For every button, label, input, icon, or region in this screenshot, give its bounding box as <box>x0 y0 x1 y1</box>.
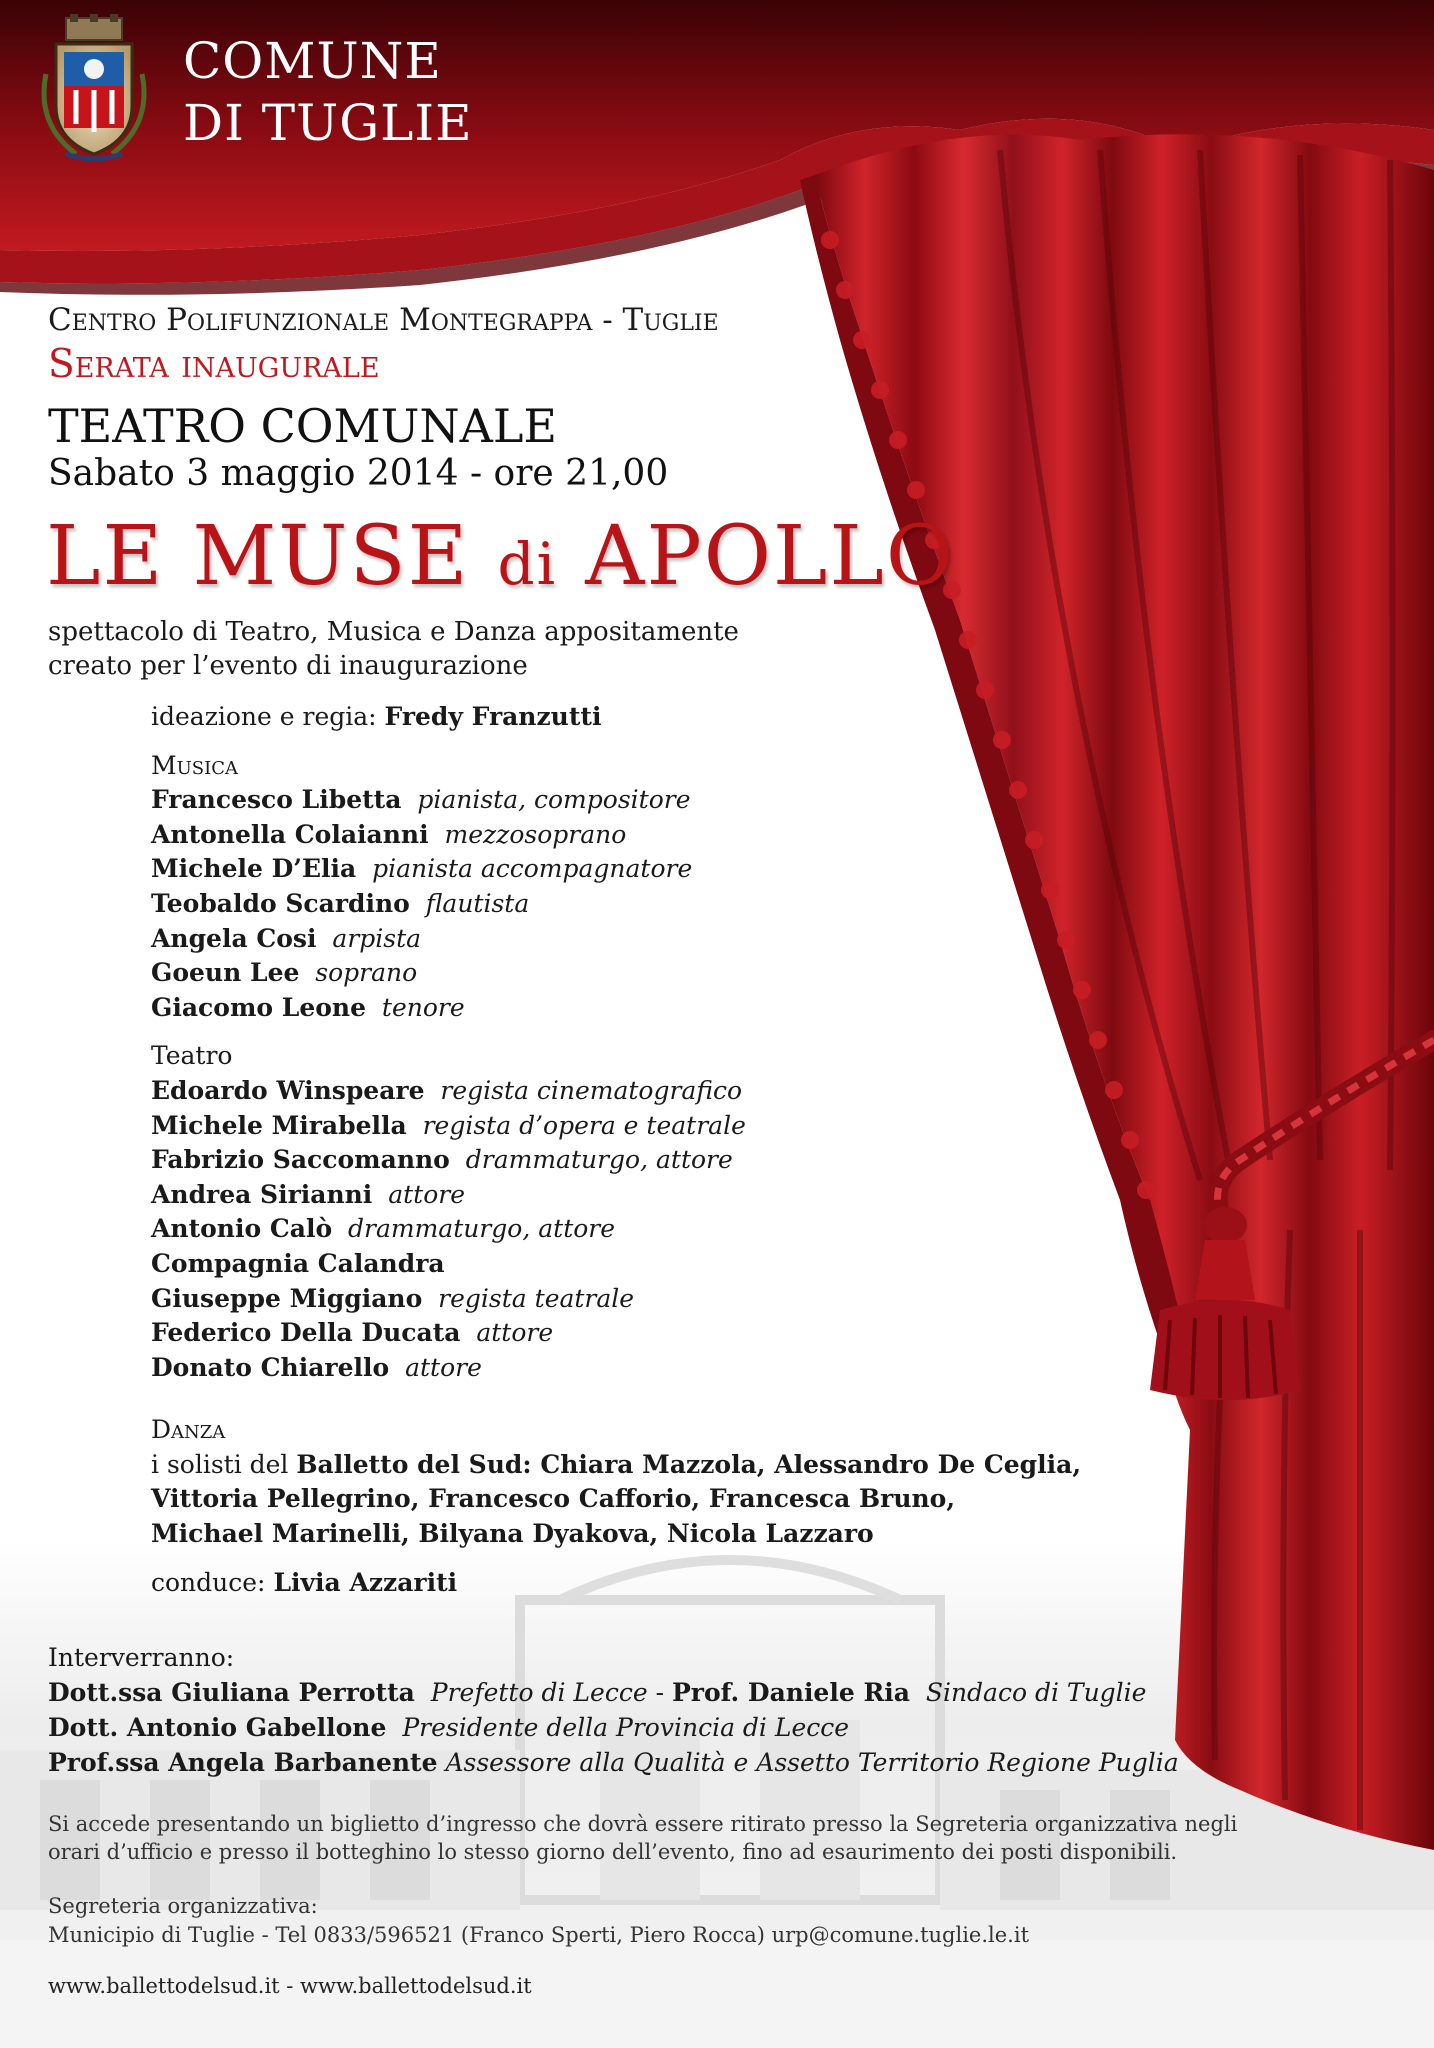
cast-member <box>151 1143 1051 1178</box>
danza-heading: Danza <box>151 1415 226 1445</box>
event-date: Sabato 3 maggio 2014 - ore 21,00 <box>48 453 669 494</box>
municipal-crest <box>36 14 152 162</box>
cast-member <box>151 1316 1051 1351</box>
cast-member-role: regista cinematografico <box>440 1075 743 1105</box>
contact-label: Segreteria organizzativa: <box>48 1894 318 1918</box>
header-line-2: DI TUGLIE <box>183 94 473 152</box>
cast-member-role: attore <box>476 1318 554 1348</box>
cast-member <box>151 852 1051 887</box>
cast-member <box>151 922 1051 957</box>
cast-member-role: flautista <box>425 888 530 918</box>
cast-member-name: Donato Chiarello <box>151 1352 390 1382</box>
cast-member-name: Edoardo Winspeare <box>151 1075 425 1105</box>
cast-member-name: Goeun Lee <box>151 958 300 988</box>
danza-names-1: : Chiara Mazzola, Alessandro De Ceglia, <box>522 1449 1082 1479</box>
cast-member-name: Fabrizio Saccomanno <box>151 1145 450 1175</box>
header-line-1: COMUNE <box>183 32 442 90</box>
cast-member-role: tenore <box>381 992 465 1022</box>
cast-member-role: attore <box>405 1352 482 1382</box>
cast-member <box>151 956 1051 991</box>
guests-block <box>48 1640 1198 1780</box>
danza-company: Balletto del Sud <box>296 1449 523 1479</box>
guest-2-role: Sindaco di Tuglie <box>925 1678 1147 1707</box>
host-label: conduce: <box>151 1567 274 1597</box>
cast-member-role: mezzosoprano <box>444 819 627 849</box>
teatro-heading: TEATRO COMUNALE <box>48 399 557 453</box>
serata-label: Serata inaugurale <box>48 342 380 387</box>
guest-line-3 <box>48 1745 1198 1780</box>
cast-member-name: Francesco Libetta <box>151 785 402 815</box>
cast-member-name: Andrea Sirianni <box>151 1179 373 1209</box>
title-part-2: di <box>497 530 558 598</box>
cast-member <box>151 1247 1051 1282</box>
teatro-section-heading: Teatro <box>151 1041 233 1071</box>
guest-1-role: Prefetto di Lecce <box>430 1678 648 1707</box>
event-subtitle: spettacolo di Teatro, Musica e Danza appositamente creato per l’evento di inaugurazione <box>48 617 739 681</box>
event-header <box>48 300 1048 683</box>
cast-member-name: Angela Cosi <box>151 923 317 953</box>
contact-info <box>48 1892 1248 1950</box>
musica-list <box>151 783 1051 1025</box>
danza-intro: i solisti del <box>151 1449 297 1479</box>
director-name: Fredy Franzutti <box>384 702 602 731</box>
cast-member-role: drammaturgo, attore <box>348 1214 616 1244</box>
guests-heading: Interverranno: <box>48 1643 235 1672</box>
guest-line-2 <box>48 1710 1198 1745</box>
cast-member <box>151 1282 1051 1317</box>
guest-1-name: Dott.ssa Giuliana Perrotta <box>48 1678 415 1707</box>
cast-member-name: Michele D’Elia <box>151 854 357 884</box>
cast-member <box>151 818 1051 853</box>
contact-details: Municipio di Tuglie - Tel 0833/596521 (Franco Sperti, Piero Rocca) urp@comune.tuglie.le.it <box>48 1923 1030 1947</box>
municipality-name <box>183 30 473 154</box>
cast-member-role: arpista <box>332 923 422 953</box>
guest-separator: - <box>647 1678 672 1707</box>
cast-member-name: Michele Mirabella <box>151 1110 407 1140</box>
danza-line-2: Vittoria Pellegrino, Francesco Cafforio, Francesca Bruno, <box>151 1484 956 1514</box>
cast-member <box>151 1074 1051 1109</box>
cast-member-name: Giuseppe Miggiano <box>151 1283 423 1313</box>
host-line <box>151 1566 1051 1601</box>
guest-2-name: Prof. Daniele Ria <box>671 1678 910 1707</box>
direction-line <box>151 700 1051 735</box>
cast-member-role: soprano <box>315 958 418 988</box>
cast-list <box>151 700 1082 1600</box>
cast-member-role: drammaturgo, attore <box>465 1145 733 1175</box>
cast-member-role: attore <box>388 1179 466 1209</box>
cast-member-name: Antonella Colaianni <box>151 819 429 849</box>
musica-heading: Musica <box>151 750 238 780</box>
cast-member <box>151 1109 1051 1144</box>
venue: Centro Polifunzionale Montegrappa - Tuglie <box>48 302 719 338</box>
title-part-3: APOLLO <box>557 509 956 604</box>
guest-line-1 <box>48 1675 1198 1710</box>
cast-member <box>151 887 1051 922</box>
guest-3-name: Dott. Antonio Gabellone <box>48 1713 387 1742</box>
host-name: Livia Azzariti <box>273 1567 458 1597</box>
websites: www.ballettodelsud.it - www.ballettodelsud.it <box>48 1974 532 1998</box>
danza-line-3: Michael Marinelli, Bilyana Dyakova, Nicola Lazzaro <box>151 1519 874 1549</box>
cast-member <box>151 1178 1051 1213</box>
cast-member <box>151 1212 1051 1247</box>
cast-member <box>151 1351 1051 1386</box>
event-title <box>46 510 1048 611</box>
access-info <box>48 1810 1248 1866</box>
cast-member-role: regista d’opera e teatrale <box>422 1110 746 1140</box>
title-part-1: LE MUSE <box>46 509 498 604</box>
guest-3-role: Presidente della Provincia di Lecce <box>402 1713 850 1742</box>
guest-4-name: Prof.ssa Angela Barbanente <box>48 1748 438 1777</box>
cast-member-name: Antonio Calò <box>151 1214 333 1244</box>
cast-member-role: pianista accompagnatore <box>372 854 693 884</box>
teatro-list <box>151 1074 1051 1385</box>
access-line-1: Si accede presentando un biglietto d’ingresso che dovrà essere ritirato presso la Segreteria organizzativa negli <box>48 1812 1238 1836</box>
cast-member-name: Federico Della Ducata <box>151 1318 461 1348</box>
cast-member <box>151 991 1051 1026</box>
direction-label: ideazione e regia: <box>151 702 385 731</box>
access-line-2: orari d’ufficio e presso il botteghino lo stesso giorno dell’evento, fino ad esaurimento dei posti disponibili. <box>48 1840 1178 1864</box>
danza-line-1 <box>151 1448 1082 1483</box>
cast-member-name: Teobaldo Scardino <box>151 888 410 918</box>
guest-4-role: Assessore alla Qualità e Assetto Territorio Regione Puglia <box>445 1748 1179 1777</box>
cast-member-name: Giacomo Leone <box>151 992 367 1022</box>
cast-member-name: Compagnia Calandra <box>151 1248 445 1278</box>
cast-member-role: regista teatrale <box>438 1283 635 1313</box>
cast-member-role: pianista, compositore <box>417 785 691 815</box>
cast-member <box>151 783 1051 818</box>
